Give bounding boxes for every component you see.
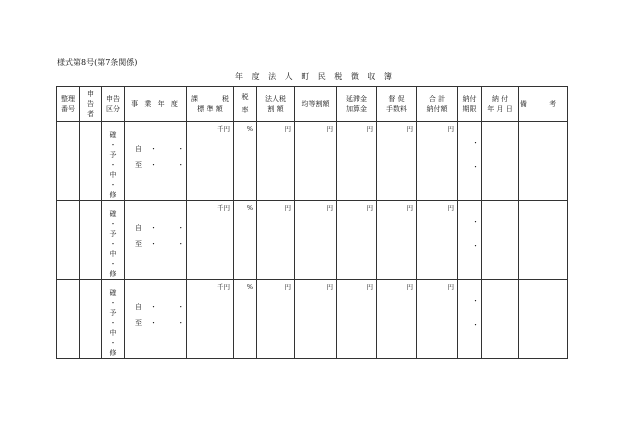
col-biko: 備 考: [519, 87, 568, 122]
col-zeiritsu: 税 率: [234, 87, 257, 122]
col-shinkokusha: 申 告 者: [80, 87, 102, 122]
cell-gokei[interactable]: [417, 122, 458, 201]
header-row: [57, 87, 568, 122]
cell-hojinzei-wari[interactable]: [257, 280, 295, 359]
col-hojinzei-wari: 法人税 割 額: [257, 87, 295, 122]
ledger-title: 年 度 法 人 町 民 税 徴 収 簿: [235, 72, 395, 81]
col-jigyo-nendo: 事 業 年 度: [125, 87, 187, 122]
period-to: 至 ・ ・: [135, 240, 194, 248]
unit-yen: 円: [366, 125, 373, 133]
cell-shinkokusha[interactable]: [80, 201, 102, 280]
cell-shinkokusha[interactable]: [80, 280, 102, 359]
unit-thousand-yen: 千円: [217, 125, 230, 133]
cell-hojinzei-wari[interactable]: [257, 201, 295, 280]
cell-entaikin[interactable]: [337, 122, 377, 201]
deadline-dot: ・: [472, 242, 479, 250]
unit-yen: 円: [366, 204, 373, 212]
period-to: 至 ・ ・: [135, 161, 194, 169]
unit-percent: %: [246, 204, 253, 212]
cell-jigyo-nendo[interactable]: [125, 201, 194, 280]
unit-yen: 円: [366, 283, 373, 291]
unit-yen: 円: [447, 204, 454, 212]
cell-gokei[interactable]: [417, 201, 458, 280]
col-shinkoku-kubun: 申告 区分: [102, 87, 125, 122]
cell-tokusoku[interactable]: [377, 201, 417, 280]
col-seiri-bango: 整理 番号: [57, 87, 80, 122]
unit-thousand-yen: 千円: [217, 204, 230, 212]
cell-biko[interactable]: [519, 280, 568, 359]
cell-tokusoku[interactable]: [377, 122, 417, 201]
cell-zeiritsu[interactable]: [234, 201, 257, 280]
ledger-row: [57, 280, 568, 359]
col-tokusoku: 督 促 手数料: [377, 87, 417, 122]
cell-kintowari[interactable]: [295, 280, 337, 359]
cell-zeiritsu[interactable]: [234, 122, 257, 201]
col-kazei-hyojun: 課 税 標 準 額: [187, 87, 234, 122]
ledger-row: [57, 122, 568, 201]
cell-gokei[interactable]: [417, 280, 458, 359]
ledger-table: [56, 86, 568, 359]
unit-yen: 円: [326, 125, 333, 133]
cell-tokusoku[interactable]: [377, 280, 417, 359]
cell-entaikin[interactable]: [337, 280, 377, 359]
unit-yen: 円: [284, 283, 291, 291]
col-entaikin: 延滞金 加算金: [337, 87, 377, 122]
cell-biko[interactable]: [519, 201, 568, 280]
cell-kazei-hyojun[interactable]: [187, 201, 234, 280]
period-from: 自 ・ ・: [135, 303, 194, 311]
cell-shinkoku-kubun[interactable]: [102, 280, 125, 359]
cell-nofu-kigen[interactable]: [458, 280, 482, 359]
period-to: 至 ・ ・: [135, 319, 194, 327]
cell-zeiritsu[interactable]: [234, 280, 257, 359]
cell-kintowari[interactable]: [295, 122, 337, 201]
unit-yen: 円: [447, 125, 454, 133]
cell-biko[interactable]: [519, 122, 568, 201]
form-number: 様式第8号(第7条関係): [57, 58, 138, 67]
unit-yen: 円: [447, 283, 454, 291]
cell-kazei-hyojun[interactable]: [187, 122, 234, 201]
cell-seiri-bango[interactable]: [57, 201, 80, 280]
cell-hojinzei-wari[interactable]: [257, 122, 295, 201]
cell-nofu-ymd[interactable]: [482, 201, 519, 280]
period-from: 自 ・ ・: [135, 145, 194, 153]
kubun-options: 確 ・ 予 ・ 中 ・ 修: [109, 210, 117, 278]
cell-nofu-ymd[interactable]: [482, 280, 519, 359]
col-gokei: 合 計 納付額: [417, 87, 458, 122]
cell-nofu-ymd[interactable]: [482, 122, 519, 201]
deadline-dot: ・: [472, 139, 479, 147]
cell-seiri-bango[interactable]: [57, 280, 80, 359]
cell-nofu-kigen[interactable]: [458, 122, 482, 201]
col-nofu-kigen: 納付 期限: [458, 87, 482, 122]
kubun-options: 確 ・ 予 ・ 中 ・ 修: [109, 131, 117, 199]
cell-seiri-bango[interactable]: [57, 122, 80, 201]
deadline-dot: ・: [472, 218, 479, 226]
ledger-row: [57, 201, 568, 280]
cell-nofu-kigen[interactable]: [458, 201, 482, 280]
kubun-options: 確 ・ 予 ・ 中 ・ 修: [109, 289, 117, 357]
col-kintowari: 均等割額: [295, 87, 337, 122]
col-nofu-ymd: 納 付 年 月 日: [482, 87, 519, 122]
unit-yen: 円: [326, 204, 333, 212]
unit-yen: 円: [284, 204, 291, 212]
unit-yen: 円: [326, 283, 333, 291]
cell-kintowari[interactable]: [295, 201, 337, 280]
period-from: 自 ・ ・: [135, 224, 194, 232]
cell-shinkoku-kubun[interactable]: [102, 122, 125, 201]
unit-thousand-yen: 千円: [217, 283, 230, 291]
cell-jigyo-nendo[interactable]: [125, 122, 194, 201]
deadline-dot: ・: [472, 321, 479, 329]
unit-yen: 円: [406, 283, 413, 291]
cell-entaikin[interactable]: [337, 201, 377, 280]
cell-shinkokusha[interactable]: [80, 122, 102, 201]
deadline-dot: ・: [472, 163, 479, 171]
unit-yen: 円: [406, 125, 413, 133]
unit-percent: %: [246, 125, 253, 133]
cell-shinkoku-kubun[interactable]: [102, 201, 125, 280]
unit-yen: 円: [406, 204, 413, 212]
cell-kazei-hyojun[interactable]: [187, 280, 234, 359]
unit-yen: 円: [284, 125, 291, 133]
unit-percent: %: [246, 283, 253, 291]
deadline-dot: ・: [472, 297, 479, 305]
cell-jigyo-nendo[interactable]: [125, 280, 194, 359]
